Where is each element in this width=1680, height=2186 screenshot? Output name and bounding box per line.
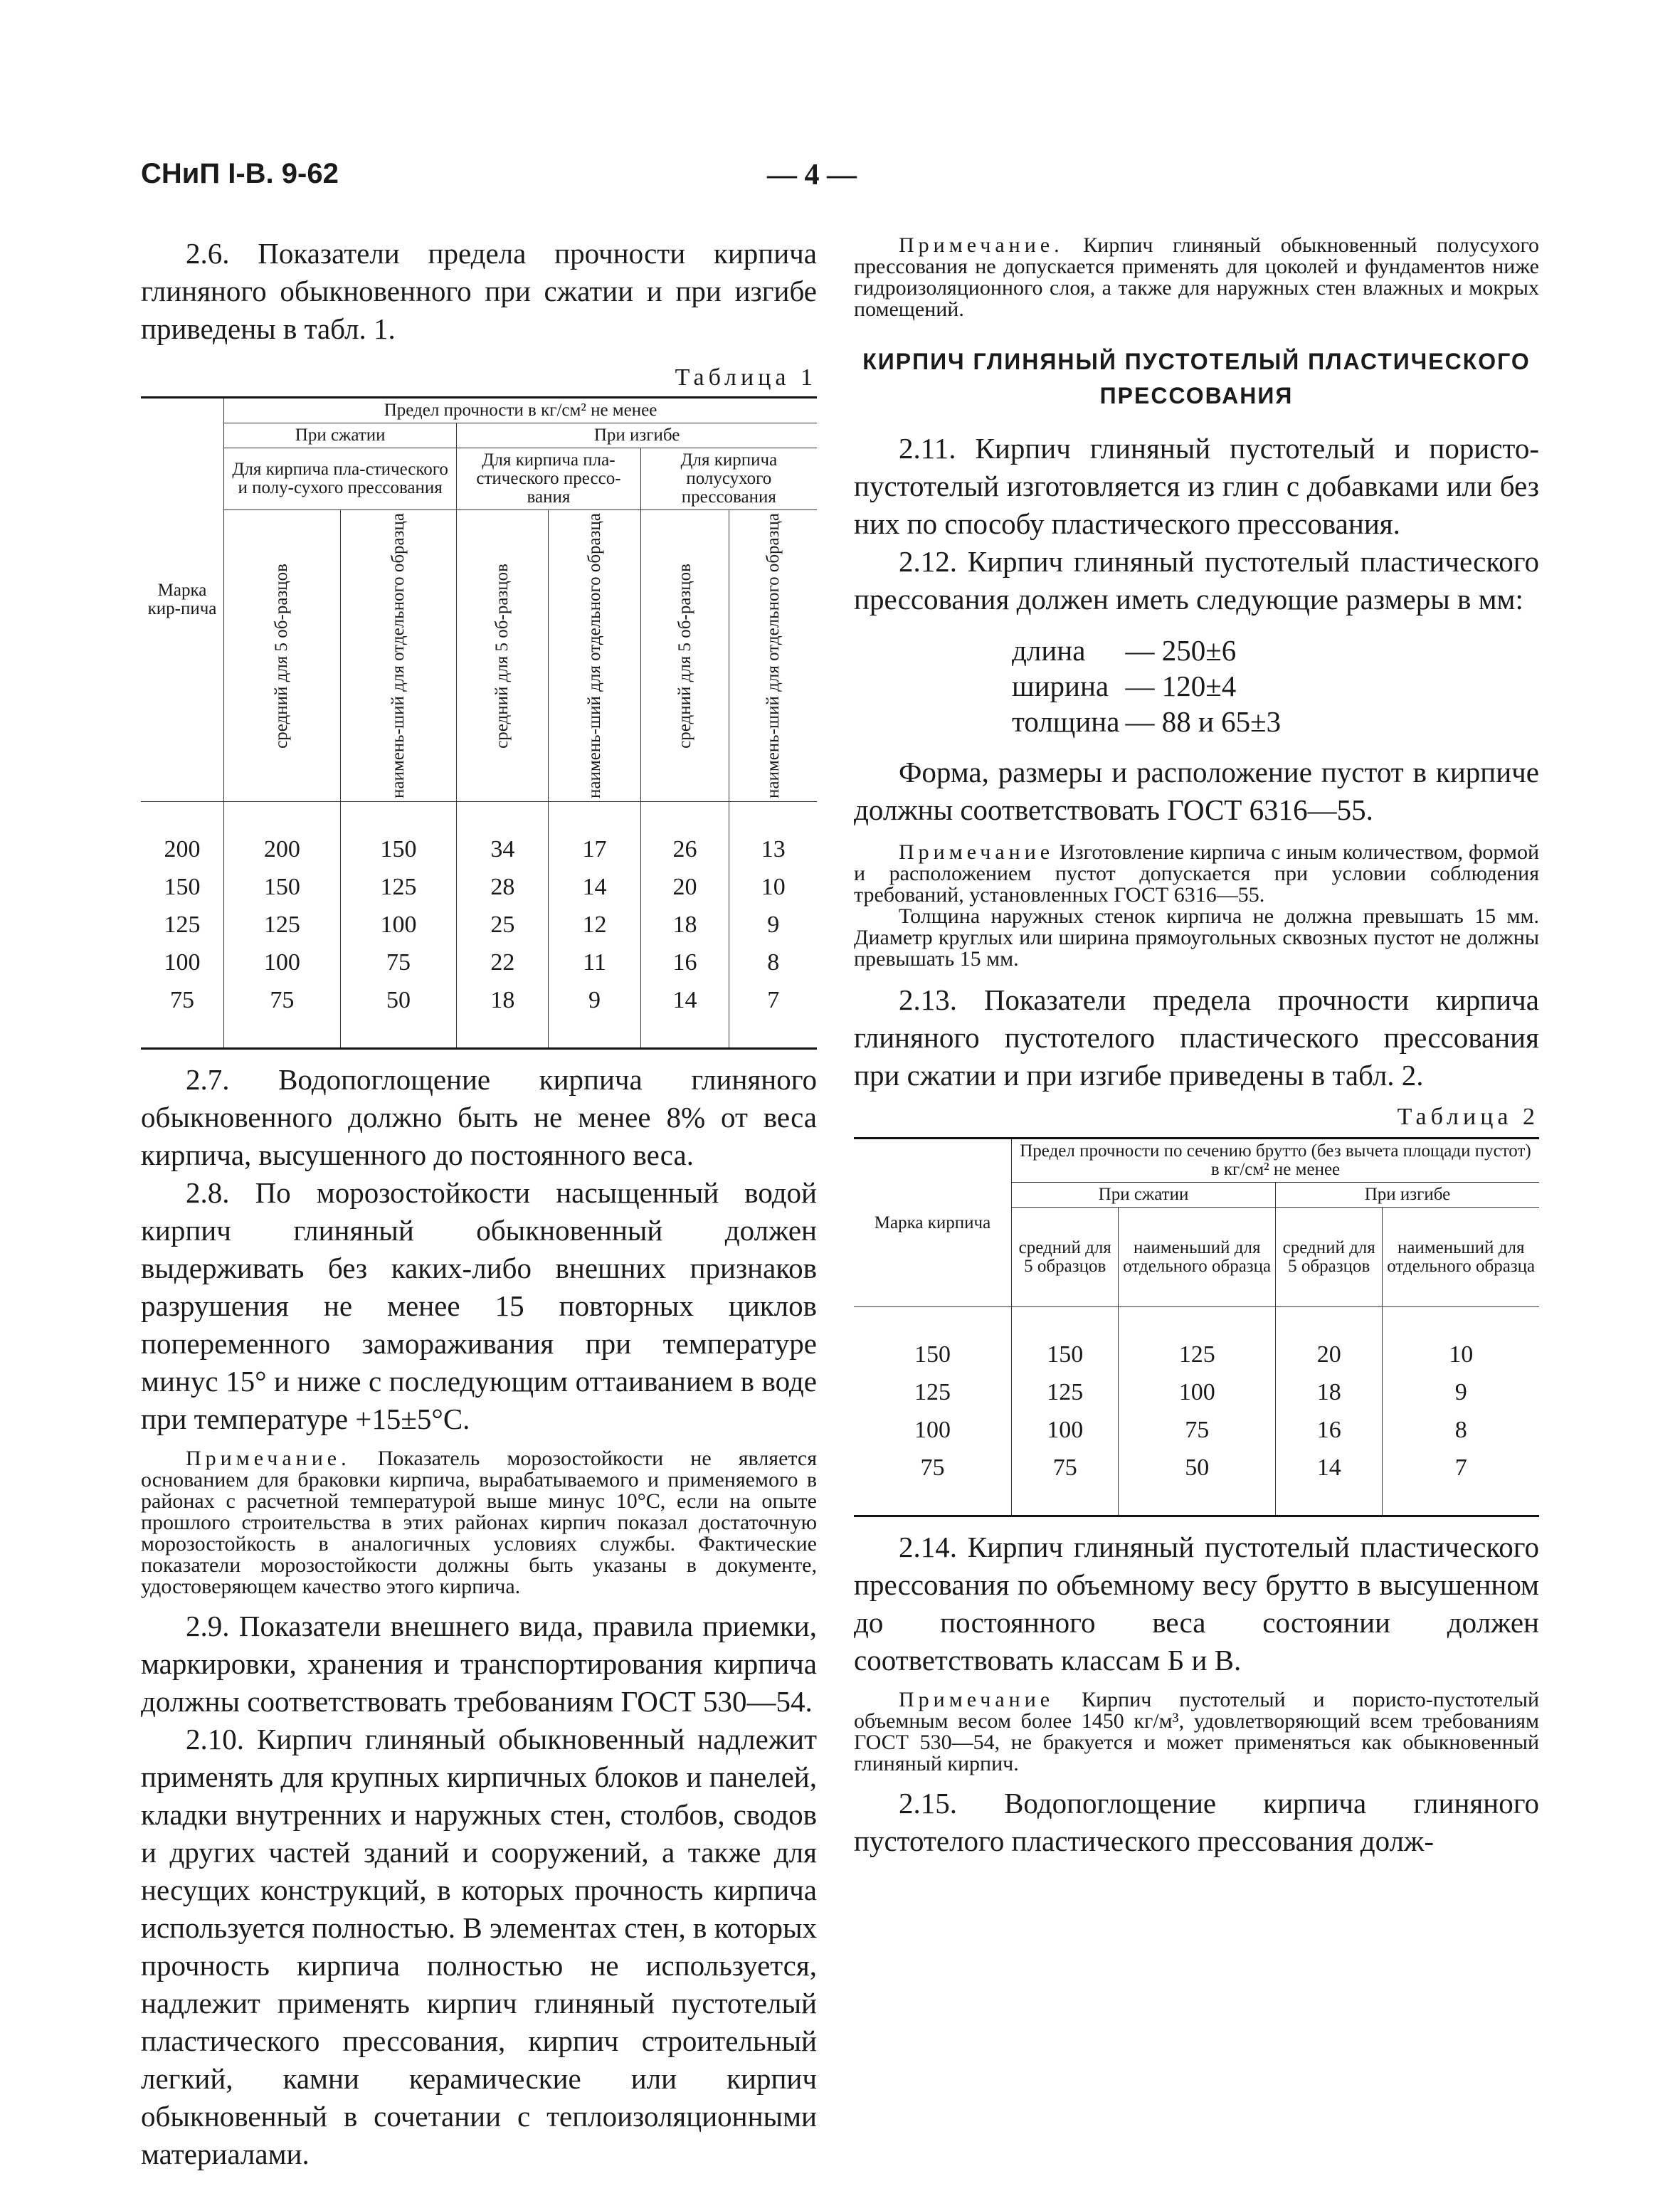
note-frost <box>141 1448 817 1598</box>
table-cell: 8 <box>1383 1411 1539 1449</box>
dimension-value: — 120±4 <box>1125 670 1237 702</box>
table-cell: 10 <box>729 868 817 906</box>
table-cell: 9 <box>549 981 640 1049</box>
table-cell: 75 <box>340 944 457 981</box>
table-cell: 75 <box>1012 1449 1119 1516</box>
table-cell: 200 <box>141 801 224 868</box>
table-row <box>854 1411 1539 1449</box>
paragraph-2-15: 2.15. Водопоглощение кирпича глиняного пустотелого пластического прессования долж- <box>854 1787 1539 1857</box>
table1-avg-header: средний для 5 об-разцов <box>492 563 512 749</box>
table-cell: 125 <box>224 906 341 944</box>
table-row <box>854 1373 1539 1411</box>
table-cell: 20 <box>1275 1307 1382 1374</box>
dimension-row <box>1012 704 1281 739</box>
note-semidry <box>854 235 1539 320</box>
paragraph-2-9: 2.9. Показатели внешнего вида, правила приемки, маркировки, хранения и транспортирования кирпича должны соответствовать требованиям ГОСТ 530—54. <box>141 1609 817 1718</box>
table-row <box>854 1307 1539 1374</box>
table1-bending-header: При изгибе <box>457 423 817 448</box>
document-code: СНиП I-В. 9-62 <box>141 158 339 189</box>
table-cell: 125 <box>1012 1373 1119 1411</box>
table-row <box>141 944 817 981</box>
table-cell: 100 <box>1012 1411 1119 1449</box>
dimension-row <box>1012 633 1281 668</box>
table-1 <box>141 396 817 1050</box>
table2-col-mark: Марка кирпича <box>854 1139 1012 1307</box>
paragraph-2-7: 2.7. Водопоглощение кирпича глиняного обыкновенного должно быть не менее 8% от веса кирпича, высушенного до постоянного веса. <box>141 1062 817 1171</box>
table-cell: 150 <box>854 1307 1012 1374</box>
table1-subheader-3: Для кирпича полусухого прессования <box>640 448 817 510</box>
table-cell: 75 <box>1119 1411 1276 1449</box>
table-cell: 22 <box>457 944 549 981</box>
table-cell: 13 <box>729 801 817 868</box>
dimension-name: ширина <box>1012 670 1109 702</box>
table1-min-header: наимень-ший для отдельного образца <box>388 513 408 798</box>
table2-bending-header: При изгибе <box>1275 1183 1539 1208</box>
table1-caption: Таблица 1 <box>675 364 817 391</box>
table1-min-header: наимень-ший для отдельного образца <box>584 513 604 798</box>
paragraph-2-12: 2.12. Кирпич глиняный пустотелый пластического прессования должен иметь следующие размеры в мм: <box>854 545 1539 616</box>
note-text: Изготовление кирпича с иным количеством, формой и расположением пустот допускается при условии соблюдения требований, установленных ГОСТ 6316—55. <box>854 840 1539 907</box>
table-cell: 26 <box>640 801 729 868</box>
note-label: Примечание. <box>186 1446 351 1470</box>
table-cell: 50 <box>1119 1449 1276 1516</box>
table1-compression-header: При сжатии <box>224 423 457 448</box>
table-cell: 7 <box>1383 1449 1539 1516</box>
table1-min-header: наимень-ший для отдельного образца <box>763 513 783 798</box>
dimension-name: толщина <box>1012 705 1120 738</box>
table-row <box>854 1449 1539 1516</box>
paragraph-form: Форма, размеры и расположение пустот в кирпиче должны соответствовать ГОСТ 6316—55. <box>854 756 1539 826</box>
table-row <box>141 868 817 906</box>
dimension-value: — 88 и 65±3 <box>1125 705 1282 738</box>
table-cell: 100 <box>854 1411 1012 1449</box>
table-cell: 125 <box>141 906 224 944</box>
note-label: Примечание. <box>899 233 1064 257</box>
left-column <box>141 235 817 2173</box>
table-row <box>141 906 817 944</box>
table-cell: 20 <box>640 868 729 906</box>
table-cell: 10 <box>1383 1307 1539 1374</box>
paragraph-2-6: 2.6. Показатели предела прочности кирпича глиняного обыкновенного при сжатии и при изгибе приведены в табл. 1. <box>141 237 817 345</box>
table-cell: 100 <box>224 944 341 981</box>
table-cell: 75 <box>224 981 341 1049</box>
table-2 <box>854 1137 1539 1517</box>
paragraph-2-14: 2.14. Кирпич глиняный пустотелый пластического прессования по объемному весу брутто в высушенном до постоянного веса состоянии должен соответствовать классам Б и В. <box>854 1531 1539 1677</box>
table-cell: 7 <box>729 981 817 1049</box>
paragraph-2-11: 2.11. Кирпич глиняный пустотелый и пористо-пустотелый изготовляется из глин с добавками или без них по способу пластического прессования. <box>854 432 1539 540</box>
table2-min-header: наименьший для отдельного образца <box>1119 1208 1276 1307</box>
table-cell: 18 <box>1275 1373 1382 1411</box>
table2-group-header: Предел прочности по сечению брутто (без вычета площади пустот) в кг/см² не менее <box>1012 1139 1540 1183</box>
table2-avg-header: средний для 5 образцов <box>1275 1208 1382 1307</box>
page-header <box>141 158 1538 201</box>
table-cell: 150 <box>141 868 224 906</box>
note-density <box>854 1689 1539 1775</box>
table1-avg-header: средний для 5 об-разцов <box>675 563 694 749</box>
note-walls: Толщина наружных стенок кирпича не должна превышать 15 мм. Диаметр круглых или ширина прямоугольных сквозных пустот не должны превышать 15 мм. <box>854 904 1539 971</box>
table2-caption: Таблица 2 <box>1397 1104 1539 1130</box>
table-cell: 8 <box>729 944 817 981</box>
table-cell: 16 <box>1275 1411 1382 1449</box>
right-column <box>854 235 1539 1860</box>
note-voids <box>854 842 1539 906</box>
table-cell: 11 <box>549 944 640 981</box>
table-cell: 14 <box>640 981 729 1049</box>
table-cell: 150 <box>1012 1307 1119 1374</box>
table-cell: 14 <box>1275 1449 1382 1516</box>
table-cell: 18 <box>457 981 549 1049</box>
note-label: Примечание <box>899 840 1055 864</box>
note-text: Показатель морозостойкости не является основанием для браковки кирпича, вырабатываемого и применяемого в районах с расчетной температурой выше минус 10°С, если на опыте прошлого строительства в этих районах кирпич показал достаточную морозостойкость в аналогичных условиях службы. Фактические показатели морозостойкости должны быть указаны в документе, удостоверяющем качество этого кирпича. <box>141 1446 817 1598</box>
table-cell: 34 <box>457 801 549 868</box>
table-cell: 25 <box>457 906 549 944</box>
section-title: КИРПИЧ ГЛИНЯНЫЙ ПУСТОТЕЛЫЙ ПЛАСТИЧЕСКОГО ПРЕССОВАНИЯ <box>862 349 1531 408</box>
table-cell: 18 <box>640 906 729 944</box>
note-text: Кирпич глиняный обыкновенный полусухого прессования не допускается применять для цоколей и фундаментов ниже гидроизоляционного слоя, а также для наружных стен влажных и мокрых помещений. <box>854 233 1539 321</box>
table-cell: 28 <box>457 868 549 906</box>
paragraph-2-10: 2.10. Кирпич глиняный обыкновенный надлежит применять для крупных кирпичных блоков и панелей, кладки внутренних и наружных стен, столбов, сводов и других частей зданий и сооружений, а также для несущих конструкций, в которых прочность кирпича используется полностью. В элементах стен, в которых прочность кирпича полностью не используется, надлежит применять кирпич глиняный пустотелый пластического прессования, кирпич строительный легкий, камни керамические или кирпич обыкновенный в сочетании с теплоизоляционными материалами. <box>141 1722 817 2170</box>
table-cell: 12 <box>549 906 640 944</box>
note-label: Примечание <box>899 1688 1055 1711</box>
table-cell: 150 <box>340 801 457 868</box>
table-cell: 100 <box>1119 1373 1276 1411</box>
dimension-value: — 250±6 <box>1125 634 1237 667</box>
table-cell: 150 <box>224 868 341 906</box>
dimension-row <box>1012 668 1281 704</box>
table-cell: 125 <box>854 1373 1012 1411</box>
paragraph-2-13: 2.13. Показатели предела прочности кирпича глиняного пустотелого пластического прессования при сжатии и при изгибе приведены в табл. 2. <box>854 983 1539 1092</box>
table-cell: 9 <box>1383 1373 1539 1411</box>
table-row <box>141 801 817 868</box>
page-number: — 4 — <box>767 159 857 191</box>
paragraph-2-8: 2.8. По морозостойкости насыщенный водой кирпич глиняный обыкновенный должен выдерживать без каких-либо внешних признаков разрушения не менее 15 повторных циклов попеременного замораживания при температуре минус 15° и ниже с последующим оттаиванием в воде при температуре +15±5°С. <box>141 1176 817 1435</box>
table-row <box>141 981 817 1049</box>
table-cell: 100 <box>141 944 224 981</box>
note-text: Кирпич пустотелый и пористо-пустотелый объемным весом более 1450 кг/м³, удовлетворяющий всем требованиям ГОСТ 530—54, не бракуется и может применяться как обыкновенный глиняный кирпич. <box>854 1688 1540 1775</box>
table1-subheader-1: Для кирпича пла-стического и полу-сухого прессования <box>224 448 457 510</box>
table-cell: 125 <box>340 868 457 906</box>
table-cell: 50 <box>340 981 457 1049</box>
table2-compression-header: При сжатии <box>1012 1183 1276 1208</box>
table-cell: 14 <box>549 868 640 906</box>
table1-group-header: Предел прочности в кг/см² не менее <box>224 398 818 423</box>
table-cell: 200 <box>224 801 341 868</box>
table1-avg-header: средний для 5 об-разцов <box>272 563 292 749</box>
table-cell: 75 <box>141 981 224 1049</box>
table-cell: 17 <box>549 801 640 868</box>
dimension-name: длина <box>1012 634 1086 667</box>
table2-min-header: наименьший для отдельного образца <box>1383 1208 1539 1307</box>
table-cell: 100 <box>340 906 457 944</box>
table-cell: 125 <box>1119 1307 1276 1374</box>
table-cell: 16 <box>640 944 729 981</box>
table1-col-mark: Марка кир-пича <box>141 398 224 802</box>
table1-subheader-2: Для кирпича пла-стического прессо-вания <box>457 448 640 510</box>
table-cell: 75 <box>854 1449 1012 1516</box>
table2-avg-header: средний для 5 образцов <box>1012 1208 1119 1307</box>
dimensions-list <box>1012 633 1539 739</box>
table-cell: 9 <box>729 906 817 944</box>
